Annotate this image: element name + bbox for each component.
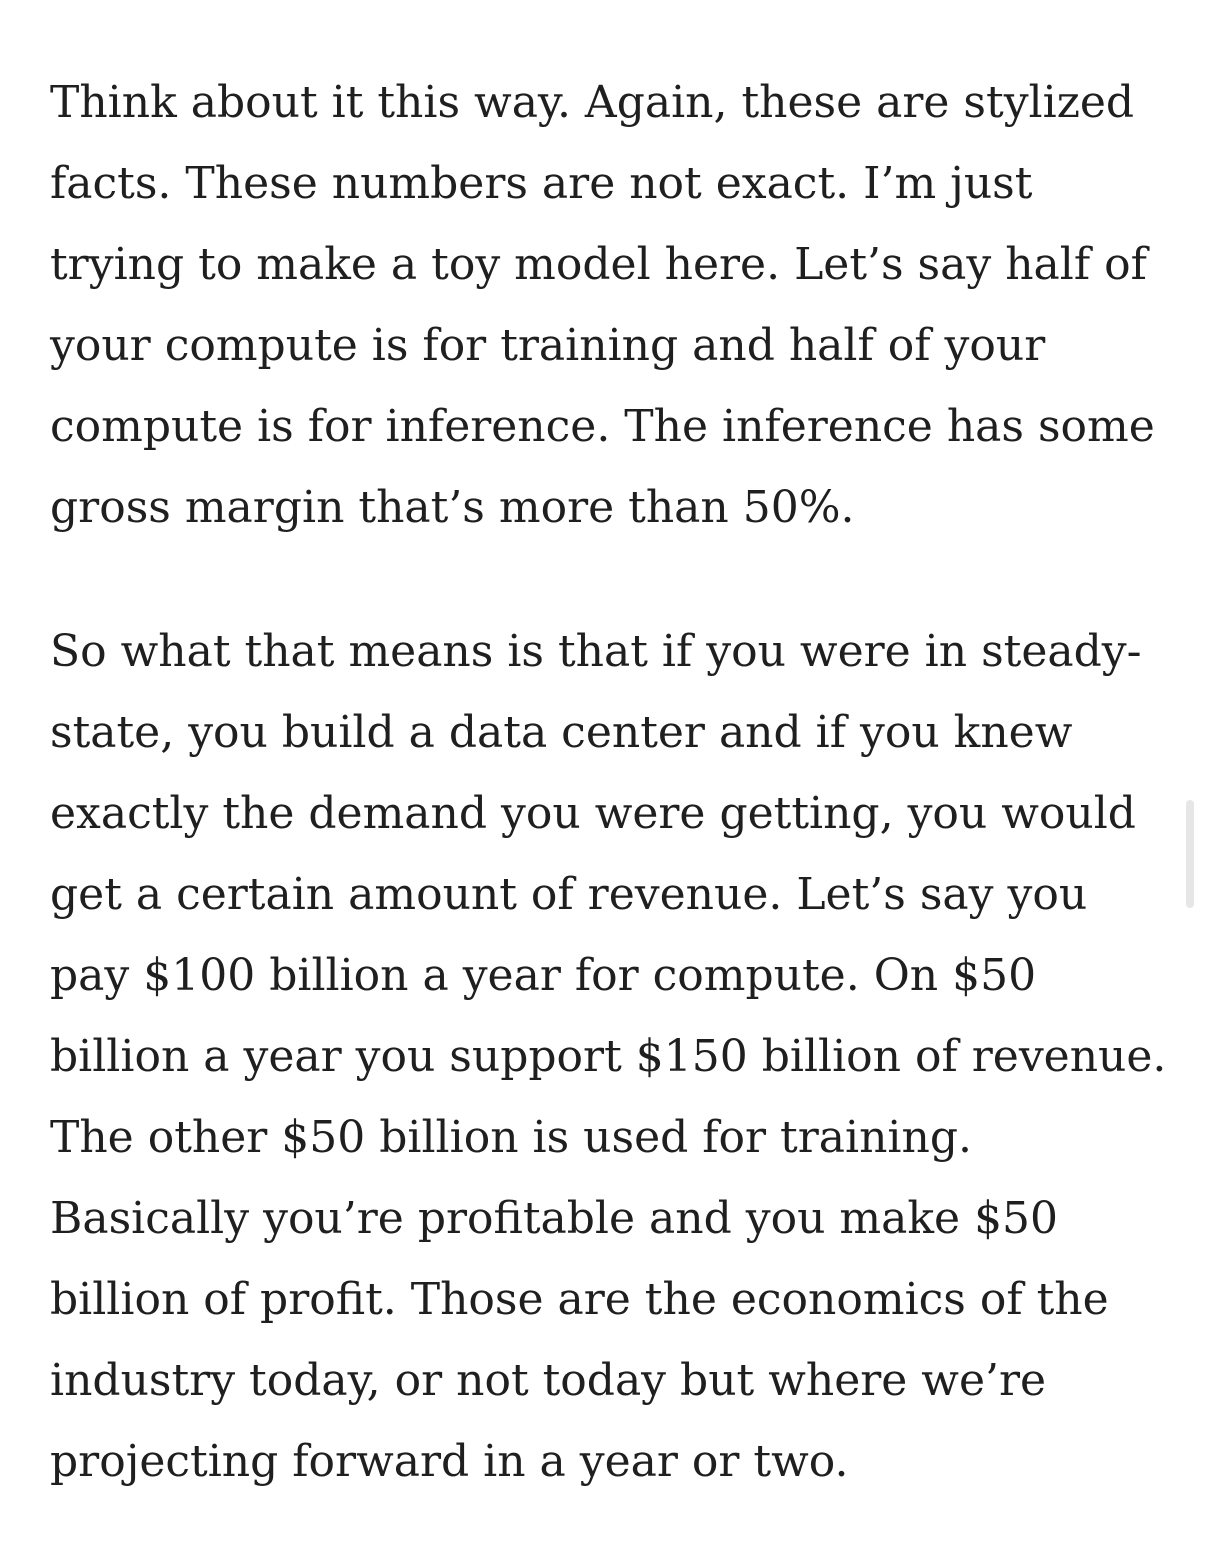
text-line: pay $100 billion a year for compute. On $50 (50, 950, 1037, 1001)
text-line: facts. These numbers are not exact. I’m just (50, 158, 1033, 209)
text-line: compute is for inference. The inference has some (50, 401, 1155, 452)
text-line: Think about it this way. Again, these are stylized (50, 77, 1135, 128)
scrollbar-thumb[interactable] (1186, 800, 1194, 908)
text-line: billion a year you support $150 billion of revenue. (50, 1031, 1167, 1082)
text-line: The other $50 billion is used for training. (50, 1112, 972, 1163)
text-line: exactly the demand you were getting, you would (50, 788, 1136, 839)
text-line: industry today, or not today but where we’re (50, 1355, 1047, 1406)
text-line: gross margin that’s more than 50%. (50, 482, 855, 533)
text-line: your compute is for training and half of your (50, 320, 1046, 371)
paragraph-2 (50, 611, 1167, 1502)
text-line: Basically you’re profitable and you make $50 (50, 1193, 1059, 1244)
text-line: projecting forward in a year or two. (50, 1436, 849, 1487)
text-line: So what that means is that if you were in steady- (50, 626, 1142, 677)
article-body (50, 62, 1167, 1502)
text-line: get a certain amount of revenue. Let’s say you (50, 869, 1088, 920)
text-line: trying to make a toy model here. Let’s say half of (50, 239, 1147, 290)
text-line: billion of profit. Those are the economics of the (50, 1274, 1109, 1325)
paragraph-1 (50, 62, 1160, 548)
text-line: state, you build a data center and if you knew (50, 707, 1073, 758)
